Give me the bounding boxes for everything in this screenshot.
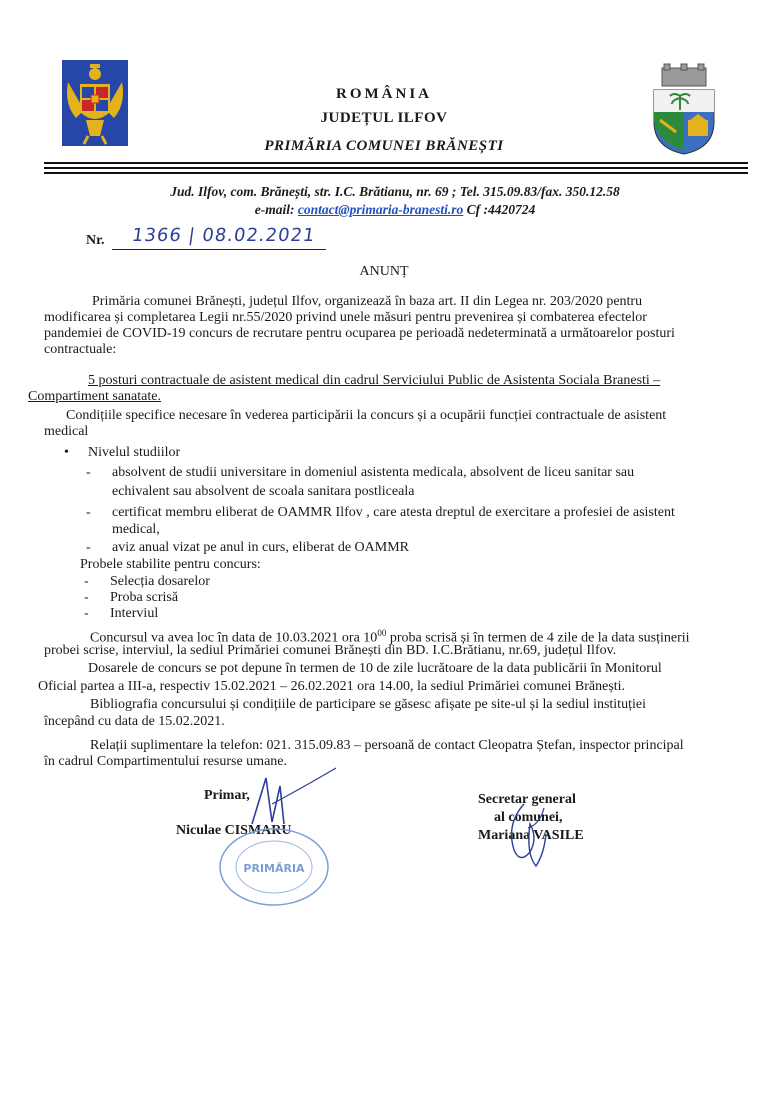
header-county: JUDEȚUL ILFOV xyxy=(320,110,448,126)
secretary-name: Mariana VASILE xyxy=(478,828,584,843)
secretary-signature-icon xyxy=(500,794,560,874)
test-item-1: - Selecția dosarelor xyxy=(110,574,210,589)
requirement-1-line-2: echivalent sau absolvent de scoala sanitara postliceala xyxy=(112,484,415,499)
header-institution: PRIMĂRIA COMUNEI BRĂNEȘTI xyxy=(264,138,504,154)
registration-label: Nr. xyxy=(86,233,105,248)
conditions-line-1: Condițiile specifice necesare în vederea participării la concurs și a ocupării funcției contractuale de asistent xyxy=(66,408,667,423)
deposit-line-2: Oficial partea a III-a, respectiv 15.02.2021 – 26.02.2021 ora 14.00, la sediul Primăriei comunei Brănești. xyxy=(38,679,626,694)
test-item-2: - Proba scrisă xyxy=(110,590,178,605)
header-divider-middle xyxy=(44,167,748,169)
deposit-line-1: Dosarele de concurs se pot depune în termen de 10 de zile lucrătoare de la data publicării în Monitorul xyxy=(88,661,662,676)
requirement-1-line-1: - absolvent de studii universitare in domeniul asistenta medicala, absolvent de liceu sanitar sau xyxy=(112,465,634,480)
email-label: e-mail: xyxy=(254,202,295,217)
registration-number: 1366 | 08.02.2021 xyxy=(130,225,317,246)
header-divider-top xyxy=(44,162,748,164)
mayor-name: Niculae CISMARU xyxy=(176,823,292,838)
contact-line-1: Relații suplimentare la telefon: 021. 315.09.83 – persoană de contact Cleopatra Ștefan, inspector principal xyxy=(90,738,684,753)
test-item-3: - Interviul xyxy=(110,606,158,621)
requirement-2-line-1: - certificat membru eliberat de OAMMR Ilfov , care atesta dreptul de exercitare a profesiei de asistent xyxy=(112,505,675,520)
contact-line-2: în cadrul Compartimentului resurse umane. xyxy=(44,754,287,769)
header-divider-bottom xyxy=(44,172,748,174)
tests-heading: Probele stabilite pentru concurs: xyxy=(80,557,261,572)
intro-line-4: contractuale: xyxy=(44,342,117,357)
schedule-line-2: probei scrise, interviul, la sediul Primăriei comunei Brănești din BD. I.C.Brătianu, nr.69, județul Ilfov. xyxy=(44,643,617,658)
fiscal-code: Cf :4420724 xyxy=(466,202,536,217)
requirement-3: - aviz anual vizat pe anul in curs, eliberat de OAMMR xyxy=(112,540,409,555)
intro-line-1: Primăria comunei Brănești, județul Ilfov, organizează în baza art. II din Legea nr. 203/2020 pentru xyxy=(92,294,643,309)
studies-heading: • Nivelul studiilor xyxy=(88,445,180,460)
intro-line-3: pandemiei de COVID-19 concurs de recrutare pentru ocuparea pe perioadă nedeterminată a următoarelor posturi xyxy=(44,326,675,341)
bibliography-line-1: Bibliografia concursului și condițiile de participare se găsesc afișate pe site-ul și la sediul instituției xyxy=(90,697,646,712)
positions-line-2: Compartiment sanatate. xyxy=(28,389,161,404)
schedule-minutes: 00 xyxy=(377,628,387,638)
address-line: Jud. Ilfov, com. Brănești, str. I.C. Brătianu, nr. 69 ; Tel. 315.09.83/fax. 350.12.58 xyxy=(170,184,620,199)
email-link[interactable]: contact@primaria-branesti.ro xyxy=(297,202,464,217)
official-stamp-icon xyxy=(216,826,332,908)
schedule-rest: proba scrisă și în termen de 4 zile de la data susținerii xyxy=(386,630,690,646)
romania-coat-of-arms-icon xyxy=(62,60,128,146)
mayor-title: Primar, xyxy=(204,788,250,803)
intro-line-2: modificarea și completarea Legii nr.55/2020 privind unele măsuri pentru prevenirea și combaterea efectelor xyxy=(44,310,647,325)
stamp-text: PRIMĂRIA xyxy=(243,862,305,875)
bibliography-line-2: începând cu data de 15.02.2021. xyxy=(44,714,225,729)
contact-line xyxy=(0,202,768,218)
header-country: ROMÂNIA xyxy=(336,86,432,102)
schedule-date: Concursul va avea loc în data de 10.03.2021 ora 10 xyxy=(90,630,378,646)
registration-underline xyxy=(112,249,326,250)
conditions-line-2: medical xyxy=(44,424,89,439)
document-title: ANUNȚ xyxy=(359,264,409,279)
positions-line-1: 5 posturi contractuale de asistent medical din cadrul Serviciului Public de Asistenta Sociala Branesti – xyxy=(88,373,661,388)
secretary-title-2: al comunei, xyxy=(494,810,563,825)
requirement-2-line-2: medical, xyxy=(112,522,160,537)
secretary-title-1: Secretar general xyxy=(478,792,576,807)
